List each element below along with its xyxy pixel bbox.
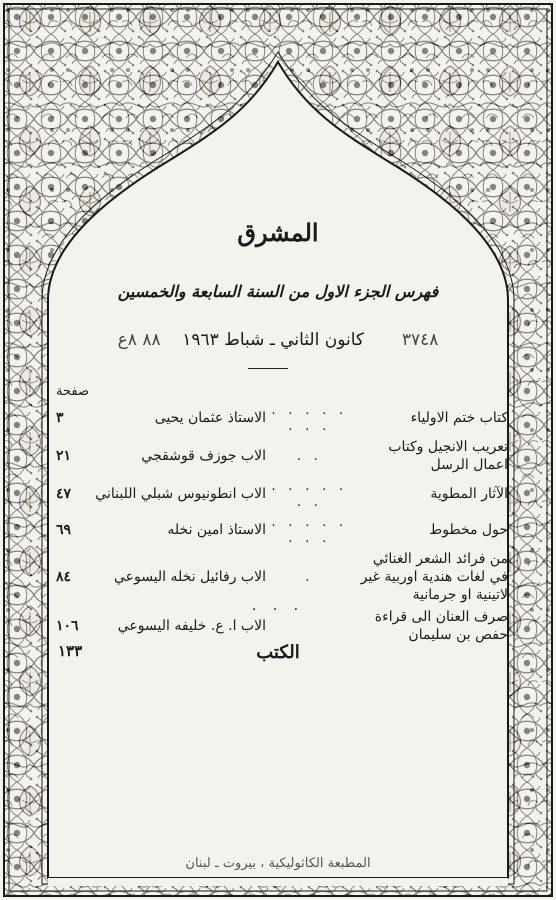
table-row [56,436,508,476]
article-page: ٣ [56,410,64,426]
article-page: ٦٩ [56,522,72,538]
article-author: الاستاذ عثمان يحيى [154,410,266,426]
article-title: الآثار المطوية [430,486,508,502]
leader-dots: . . . . . . . [271,478,348,510]
issue-date: كانون الثاني ـ شباط ١٩٦٣ [182,330,365,350]
leader-dots: . [305,569,314,585]
title-rule [248,368,288,369]
table-row [56,476,508,512]
leader-dots: . . [296,448,322,464]
article-title: صرف العنان الى قراءة حفص بن سليمان [374,609,508,643]
table-row [56,512,508,548]
article-title: حول مخطوط [429,522,508,538]
article-title: تعريب الانجيل وكتاب اعمال الرسل [388,439,508,473]
handwritten-annotation-left: ٨٨ ٨ع [117,330,161,350]
section-ellipsis: . . . [251,598,305,614]
leader-dots: . . . . . . . . [271,402,348,434]
article-title: كتاب ختم الاولياء [410,410,508,426]
article-page: ٨٤ [56,569,72,585]
books-section-label: الكتب [256,642,300,663]
article-author: الاستاذ امين نخله [167,522,266,538]
issue-dateline [0,330,556,350]
printer-imprint: المطبعة الكاثوليكية ، بيروت ـ لبنان [185,856,371,871]
books-section-page: ١٣٣ [58,642,83,660]
table-row [56,400,508,436]
article-author: الاب ا. ع. خليفه اليسوعي [117,618,266,634]
article-page: ٤٧ [56,486,72,502]
leader-dots: . . . . . . . . [271,514,348,546]
article-page: ١٠٦ [56,618,79,634]
article-author: الاب رفائيل نخله اليسوعي [113,569,266,585]
journal-title: المشرق [237,218,319,247]
article-author: الاب انطونيوس شبلي اللبناني [95,486,266,502]
index-subtitle: فهرس الجزء الاول من السنة السابعة والخمسين [117,282,439,301]
article-author: الاب جوزف قوشقجي [141,448,266,464]
article-page: ٢١ [56,448,72,464]
handwritten-annotation-right: ٣٧٤٨ [401,330,439,350]
page-column-header: صفحة [56,384,89,399]
article-title: من فرائد الشعر الغنائي في لغات هندية اوربية غير لاتينية او جرمانية [360,551,508,603]
